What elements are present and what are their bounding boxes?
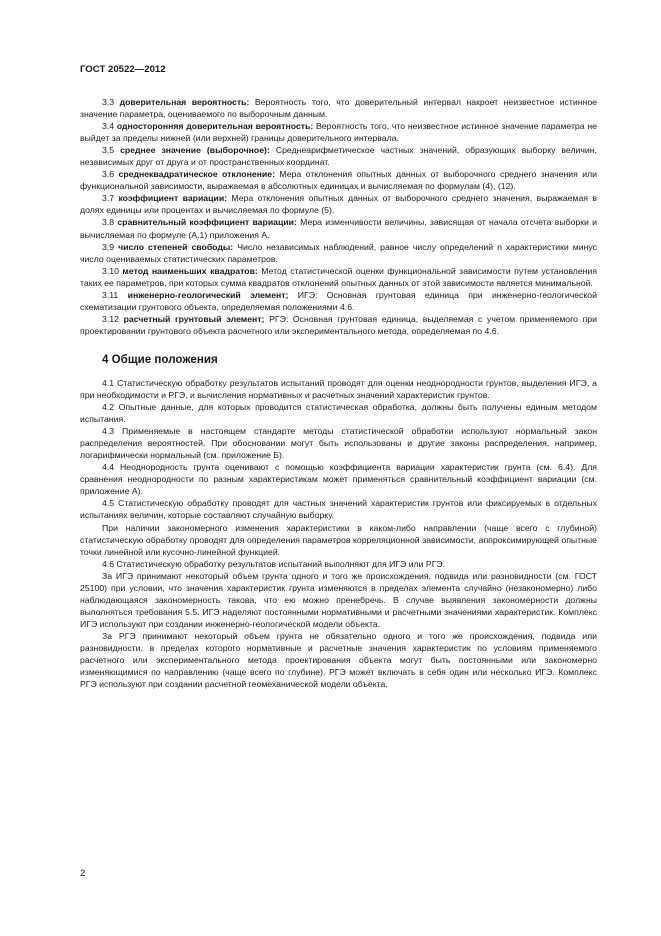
section-paragraph: 4.3 Применяемые в настоящем стандарте методы статистической обработки используют нормальный закон распределения вероятностей. При обосновании могут быть использованы и другие законы распределения, например, логарифмически нормальный (см. приложение Б). bbox=[80, 426, 597, 461]
definition-item bbox=[80, 313, 597, 337]
definition-text: Мера отклонения опытных данных от выборочного среднего значения, выражаемая в долях единицы или процентах и вычисляемая по формуле (5). bbox=[80, 193, 597, 216]
standard-header: ГОСТ 20522—2012 bbox=[80, 64, 166, 75]
definition-text: Вероятность того, что неизвестное истинное значение параметра не выйдет за пределы нижней (или верхней) границы доверительного интервала. bbox=[80, 121, 597, 144]
definition-term: односторонняя доверительная вероятность: bbox=[116, 121, 314, 132]
definition-item bbox=[80, 216, 597, 240]
definition-text: Метод статистической оценки функциональной зависимости путем установления таких ее параметров, при которых сумма квадратов отклонений опытных данных от этой зависимости является минимальной. bbox=[80, 265, 598, 288]
definition-number: 3.6 bbox=[102, 169, 115, 180]
section-paragraph: За ИГЭ принимают некоторый объем грунта одного и того же происхождения, подвида или разновидности (см. ГОСТ 25100) при условии, что значения характеристик грунта изменяются в пределах элемента случайно (незакономерно) либо наблюдающаяся закономерность такова, что ею можно пренебречь. В случае выявления закономерности должны выполняться требования 5.5. ИГЭ наделяют постоянными нормативными и расчетными значениями характеристик. Комплекс ИГЭ используют при создании инженерно-геологической модели объекта. bbox=[80, 570, 597, 629]
page-content bbox=[80, 96, 597, 690]
definition-item bbox=[80, 96, 597, 120]
definition-text: ИГЭ: Основная грунтовая единица при инженерно-геологической схематизации грунтового объекта, определяемая положениями 4.6. bbox=[80, 289, 597, 312]
definition-item bbox=[80, 241, 597, 265]
definition-item bbox=[80, 144, 597, 168]
definition-term: метод наименьших квадратов: bbox=[122, 265, 258, 276]
definition-term: число степеней свободы: bbox=[118, 241, 234, 252]
definition-text: Среднеарифметическое частных значений, образующих выборку величин, независимых друг от друга и от пространственных координат. bbox=[80, 145, 597, 168]
definition-number: 3.3 bbox=[102, 97, 115, 107]
section-paragraph: 4.6 Статистическую обработку результатов испытаний выполняют для ИГЭ или РГЭ. bbox=[102, 558, 446, 569]
definition-number: 3.4 bbox=[102, 121, 115, 132]
section-paragraph: При наличии закономерного изменения характеристики в каком-либо направлении (чаще всего с глубиной) статистическую обработку проводят для определения параметров корреляционной зависимости, аппроксимирующей опытные точки линейной или кусочно-линейной функцией. bbox=[80, 522, 597, 557]
definition-item bbox=[80, 192, 597, 216]
section-paragraph: 4.2 Опытные данные, для которых проводится статистическая обработка, должны быть получены единым методом испытания. bbox=[80, 402, 597, 425]
definition-term: коэффициент вариации: bbox=[118, 193, 228, 204]
definition-text: Вероятность того, что доверительный интервал накроет неизвестное истинное значение параметра, оцениваемого по выборочным данным. bbox=[80, 97, 597, 120]
definition-term: инженерно-геологический элемент; bbox=[127, 289, 289, 300]
definition-item bbox=[80, 120, 597, 144]
section-paragraph: 4.1 Статистическую обработку результатов испытаний проводят для оценки неоднородности грунтов, выделения ИГЭ, а при необходимости и РГЭ, и вычисления нормативных и расчетных значений характеристик грунтов. bbox=[80, 377, 597, 400]
page-number: 2 bbox=[80, 868, 86, 879]
definition-number: 3.5 bbox=[102, 145, 115, 156]
definition-number: 3.11 bbox=[102, 289, 119, 300]
definition-item bbox=[80, 289, 597, 313]
definition-term: расчетный грунтовый элемент; bbox=[123, 313, 265, 324]
definition-term: сравнительный коэффициент вариации: bbox=[117, 217, 297, 228]
definition-item bbox=[80, 168, 597, 192]
section-heading: 4 Общие положения bbox=[102, 352, 218, 366]
definition-term: доверительная вероятность: bbox=[119, 97, 250, 107]
definition-number: 3.8 bbox=[102, 217, 115, 228]
section-paragraph: 4.5 Статистическую обработку проводят для частных значений характеристик грунтов или фиксируемых в отдельных испытаниях величин, которые составляют случайную выборку. bbox=[80, 498, 597, 521]
definition-number: 3.9 bbox=[102, 241, 115, 252]
definitions-list bbox=[80, 96, 597, 337]
definition-term: среднее значение (выборочное): bbox=[120, 145, 270, 156]
definition-text: Число независимых наблюдений, равное числу определений n характеристики минус число оцениваемых статистических параметров. bbox=[80, 241, 598, 264]
definition-item bbox=[80, 265, 597, 289]
section-paragraph: За РГЭ принимают некоторый объем грунта не обязательно одного и того же происхождения, подвида или разновидности, в пределах которого нормативные и расчетные значения характеристик по условиям применяемого расчетного или экспериментального метода проектирования объекта могут быть постоянными или закономерно изменяющимися по направлению (чаще всего по глубине). РГЭ может включать в себя один или несколько ИГЭ. Комплекс РГЭ используют при создании расчетной геомеханической модели объекта. bbox=[80, 630, 597, 690]
definition-text: Мера изменчивости величины, зависящая от начала отсчета выборки и вычисляемая по формуле (А.1) приложения А. bbox=[80, 217, 597, 240]
definition-term: среднеквадратическое отклонение: bbox=[118, 169, 275, 180]
definition-text: Мера отклонения опытных данных от выборочного среднего значения или функциональной зависимости, выражаемая в абсолютных единицах и вычисляемая по формулам (4), (12). bbox=[80, 169, 597, 192]
section-paragraph: 4.4 Неоднородность грунта оценивают с помощью коэффициента вариации характеристик грунта (см. 6.4). Для сравнения неоднородности по разным характеристикам может применяться сравнительный коэффициент вариации (см. приложение А). bbox=[80, 462, 597, 497]
definition-text: РГЭ: Основная грунтовая единица, выделяемая с учетом применяемого при проектировании грунтового объекта расчетного или экспериментального метода, определяемая по 4.6. bbox=[80, 313, 597, 336]
section-body bbox=[80, 377, 597, 690]
definition-number: 3.7 bbox=[102, 193, 115, 204]
definition-number: 3.12 bbox=[102, 313, 119, 324]
definition-number: 3.10 bbox=[102, 265, 119, 276]
